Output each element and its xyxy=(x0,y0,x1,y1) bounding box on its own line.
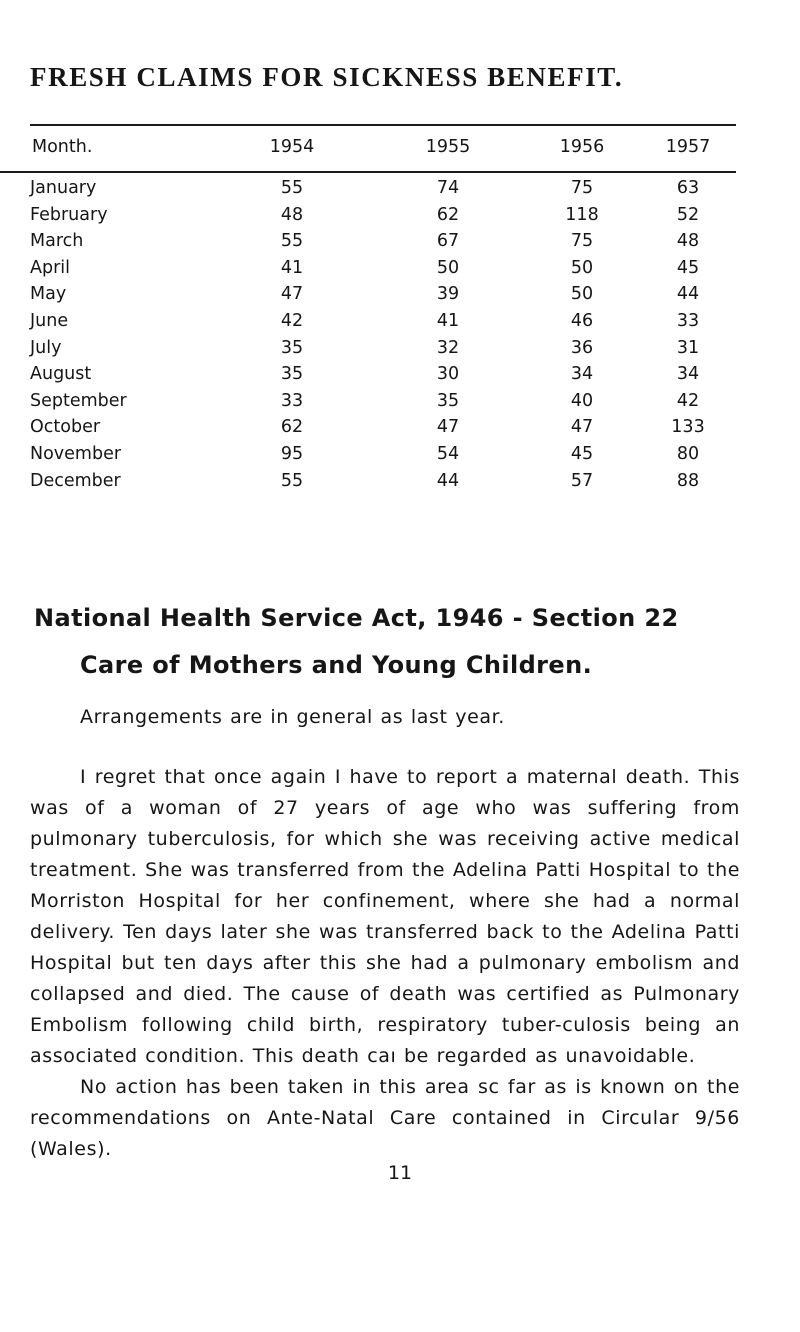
table-row xyxy=(0,413,800,441)
value-cell: 133 xyxy=(671,417,705,438)
month-cell: September xyxy=(30,390,127,411)
value-cell: 35 xyxy=(280,364,304,385)
value-cell: 55 xyxy=(280,231,304,252)
value-cell: 45 xyxy=(570,444,594,464)
value-cell: 30 xyxy=(436,364,460,385)
month-cell: March xyxy=(30,231,84,252)
value-cell: 32 xyxy=(436,337,460,358)
value-cell: 75 xyxy=(570,231,594,252)
value-cell: 52 xyxy=(676,204,700,225)
value-cell: 47 xyxy=(280,284,304,305)
month-cell: December xyxy=(30,470,121,491)
value-cell: 50 xyxy=(570,257,594,278)
value-cell: 55 xyxy=(280,178,304,198)
table-title: FRESH CLAIMS FOR SICKNESS BENEFIT. xyxy=(30,62,624,92)
value-cell: 34 xyxy=(570,364,594,385)
value-cell: 35 xyxy=(280,337,304,358)
value-cell: 40 xyxy=(570,390,594,411)
column-header-1955: 1955 xyxy=(425,137,471,157)
column-header-month: Month. xyxy=(32,137,93,157)
month-cell: July xyxy=(30,337,62,358)
value-cell: 47 xyxy=(436,417,460,438)
value-cell: 57 xyxy=(570,470,594,491)
month-cell: May xyxy=(30,284,67,305)
value-cell: 50 xyxy=(436,257,460,278)
table-header-row xyxy=(0,134,800,160)
paragraph: No action has been taken in this area sc far as is known on the recommendations on Ante-Natal Care contained in Circular 9/56 (Wales). xyxy=(30,1076,740,1160)
table-row xyxy=(0,174,800,202)
month-cell: February xyxy=(30,204,108,225)
value-cell: 35 xyxy=(436,390,460,411)
value-cell: 62 xyxy=(436,204,460,225)
value-cell: 44 xyxy=(676,284,700,305)
table-top-rule xyxy=(30,124,736,126)
table-row xyxy=(0,307,800,335)
table-row xyxy=(0,201,800,229)
value-cell: 42 xyxy=(280,311,304,331)
value-cell: 95 xyxy=(280,444,304,464)
value-cell: 62 xyxy=(280,417,304,438)
month-cell: January xyxy=(30,178,97,198)
month-cell: November xyxy=(30,444,122,464)
month-cell: August xyxy=(30,364,92,385)
month-cell: October xyxy=(30,417,101,438)
table-row xyxy=(0,334,800,362)
value-cell: 41 xyxy=(436,311,460,331)
value-cell: 50 xyxy=(570,284,594,305)
value-cell: 54 xyxy=(436,444,460,464)
table-row xyxy=(0,387,800,415)
value-cell: 88 xyxy=(676,470,700,491)
table-row xyxy=(0,254,800,282)
table-row xyxy=(0,227,800,255)
table-row xyxy=(0,467,800,495)
month-cell: April xyxy=(30,257,70,278)
value-cell: 80 xyxy=(676,444,700,464)
table-row xyxy=(0,280,800,308)
column-header-1957: 1957 xyxy=(665,137,711,157)
value-cell: 75 xyxy=(570,178,594,198)
paragraph: I regret that once again I have to report a maternal death. This was of a woman of 27 years of age who was suffering from pulmonary tuberculosis, for which she was receiving active medical treatment. She was transferred from the Adelina Patti Hospital to the Morriston Hospital for her confinement, where she had a normal delivery. Ten days later she was transferred back to the Adelina Patti Hospital but ten days after this she had a pulmonary embolism and collapsed and died. The cause of death was certified as Pulmonary Embolism following child birth, respiratory tuber-culosis being an associated condition. This death caı be regarded as unavoidable. xyxy=(30,766,740,1067)
value-cell: 74 xyxy=(436,178,460,198)
value-cell: 44 xyxy=(436,470,460,491)
value-cell: 33 xyxy=(676,311,700,331)
value-cell: 41 xyxy=(280,257,304,278)
value-cell: 31 xyxy=(676,337,700,358)
value-cell: 46 xyxy=(570,311,594,331)
value-cell: 55 xyxy=(280,470,304,491)
value-cell: 48 xyxy=(676,231,700,252)
value-cell: 42 xyxy=(676,390,700,411)
value-cell: 33 xyxy=(280,390,304,411)
section-subheading: Care of Mothers and Young Children. xyxy=(80,651,593,679)
table-header-rule xyxy=(0,171,736,173)
column-header-1954: 1954 xyxy=(269,137,315,157)
page-number: 11 xyxy=(387,1162,413,1184)
paragraph: Arrangements are in general as last year. xyxy=(80,706,505,728)
table-row xyxy=(0,360,800,388)
value-cell: 67 xyxy=(436,231,460,252)
value-cell: 39 xyxy=(436,284,460,305)
value-cell: 36 xyxy=(570,337,594,358)
column-header-1956: 1956 xyxy=(559,137,605,157)
month-cell: June xyxy=(30,311,69,331)
table-row xyxy=(0,440,800,468)
value-cell: 118 xyxy=(565,204,599,225)
value-cell: 34 xyxy=(676,364,700,385)
section-heading: National Health Service Act, 1946 - Section 22 xyxy=(34,604,679,632)
value-cell: 48 xyxy=(280,204,304,225)
value-cell: 45 xyxy=(676,257,700,278)
value-cell: 47 xyxy=(570,417,594,438)
value-cell: 63 xyxy=(676,178,700,198)
